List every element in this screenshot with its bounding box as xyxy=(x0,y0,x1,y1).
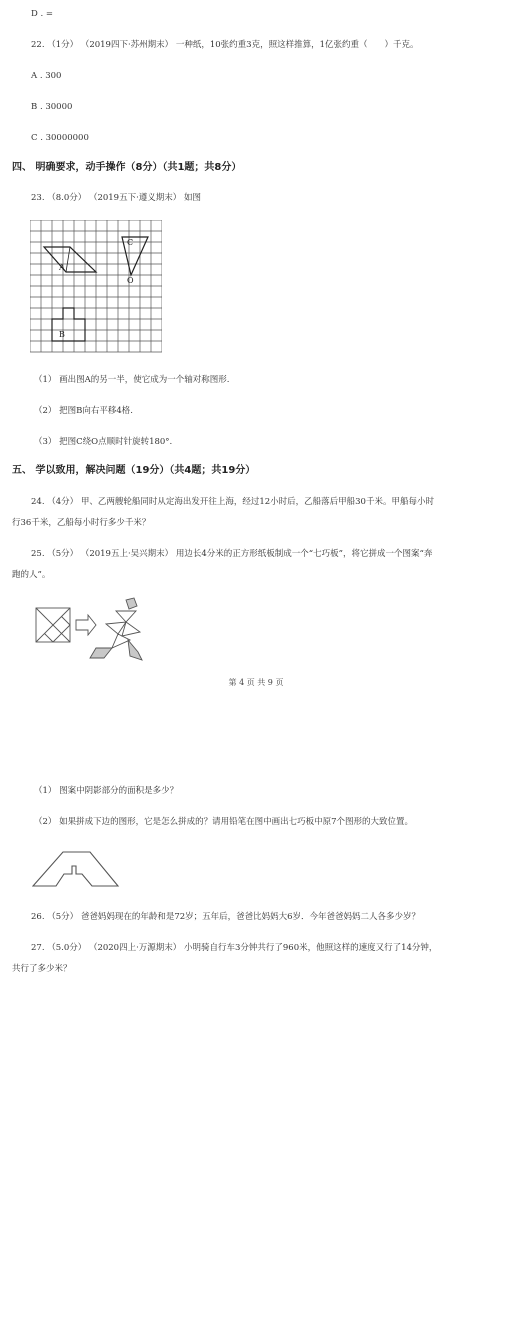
question-25-line-2: 跑的人”。 xyxy=(12,570,51,580)
question-25-line-1: 25. （5分） （2019五上·吴兴期末） 用边长4分米的正方形纸板制成一个“七巧板”，将它拼成一个图案“奔 xyxy=(31,549,433,559)
option-b: B . 30000 xyxy=(31,102,73,112)
question-23-sub-3: （3） 把图C绕O点顺时针旋转180°. xyxy=(34,437,173,447)
question-27-line-1: 27. （5.0分） （2020四上·万源期末） 小明骑自行车3分钟共行了960米，他照这样的速度又行了14分钟， xyxy=(31,943,438,953)
option-d: D . = xyxy=(31,9,54,19)
question-23-sub-1: （1） 画出图A的另一半，使它成为一个轴对称图形. xyxy=(34,375,230,385)
option-c: C . 30000000 xyxy=(31,133,89,143)
question-22-stem: 22. （1分） （2019四下·苏州期末） 一种纸，10张约重3克，照这样推算，1亿张约重（ ）千克。 xyxy=(31,40,419,50)
question-23-sub-2: （2） 把图B向右平移4格. xyxy=(34,406,133,416)
label-c: C xyxy=(127,238,134,247)
tangram-square xyxy=(36,608,70,642)
question-24-line-1: 24. （4分） 甲、乙两艘轮船同时从定海出发开往上海，经过12小时后，乙船落后甲船30千米。甲船每小时 xyxy=(31,497,434,507)
question-23-stem: 23. （8.0分） （2019五下·遵义期末） 如图 xyxy=(31,193,201,203)
tangram-running-man-figure xyxy=(34,596,146,664)
question-27-line-2: 共行了多少米？ xyxy=(12,964,72,974)
question-25-sub-2: （2） 如果拼成下边的图形，它是怎么拼成的？请用铅笔在图中画出七巧板中原7个图形的大致位置。 xyxy=(34,817,414,827)
page-footer: 第 4 页 共 9 页 xyxy=(228,678,284,687)
option-a: A . 300 xyxy=(31,71,62,81)
shape-c xyxy=(122,237,148,275)
question-24-line-2: 行36千米，乙船每小时行多少千米？ xyxy=(12,518,151,528)
section-5-heading: 五、 学以致用，解决问题（19分）（共4题；共19分） xyxy=(12,465,256,476)
label-b: B xyxy=(59,330,65,339)
arrow-icon xyxy=(76,615,96,635)
running-man xyxy=(90,598,142,660)
tangram-outline-figure xyxy=(32,846,120,888)
section-4-heading: 四、 明确要求，动手操作（8分）（共1题；共8分） xyxy=(12,162,242,173)
shape-b xyxy=(52,308,85,341)
label-o: O xyxy=(127,276,134,285)
label-a: A xyxy=(59,263,65,272)
question-25-sub-1: （1） 图案中阴影部分的面积是多少？ xyxy=(34,786,179,796)
grid-lines xyxy=(30,220,162,352)
grid-figure xyxy=(30,220,162,354)
question-26-stem: 26. （5分） 爸爸妈妈现在的年龄和是72岁；五年后，爸爸比妈妈大6岁．今年爸爸妈妈二人各多少岁？ xyxy=(31,912,421,922)
